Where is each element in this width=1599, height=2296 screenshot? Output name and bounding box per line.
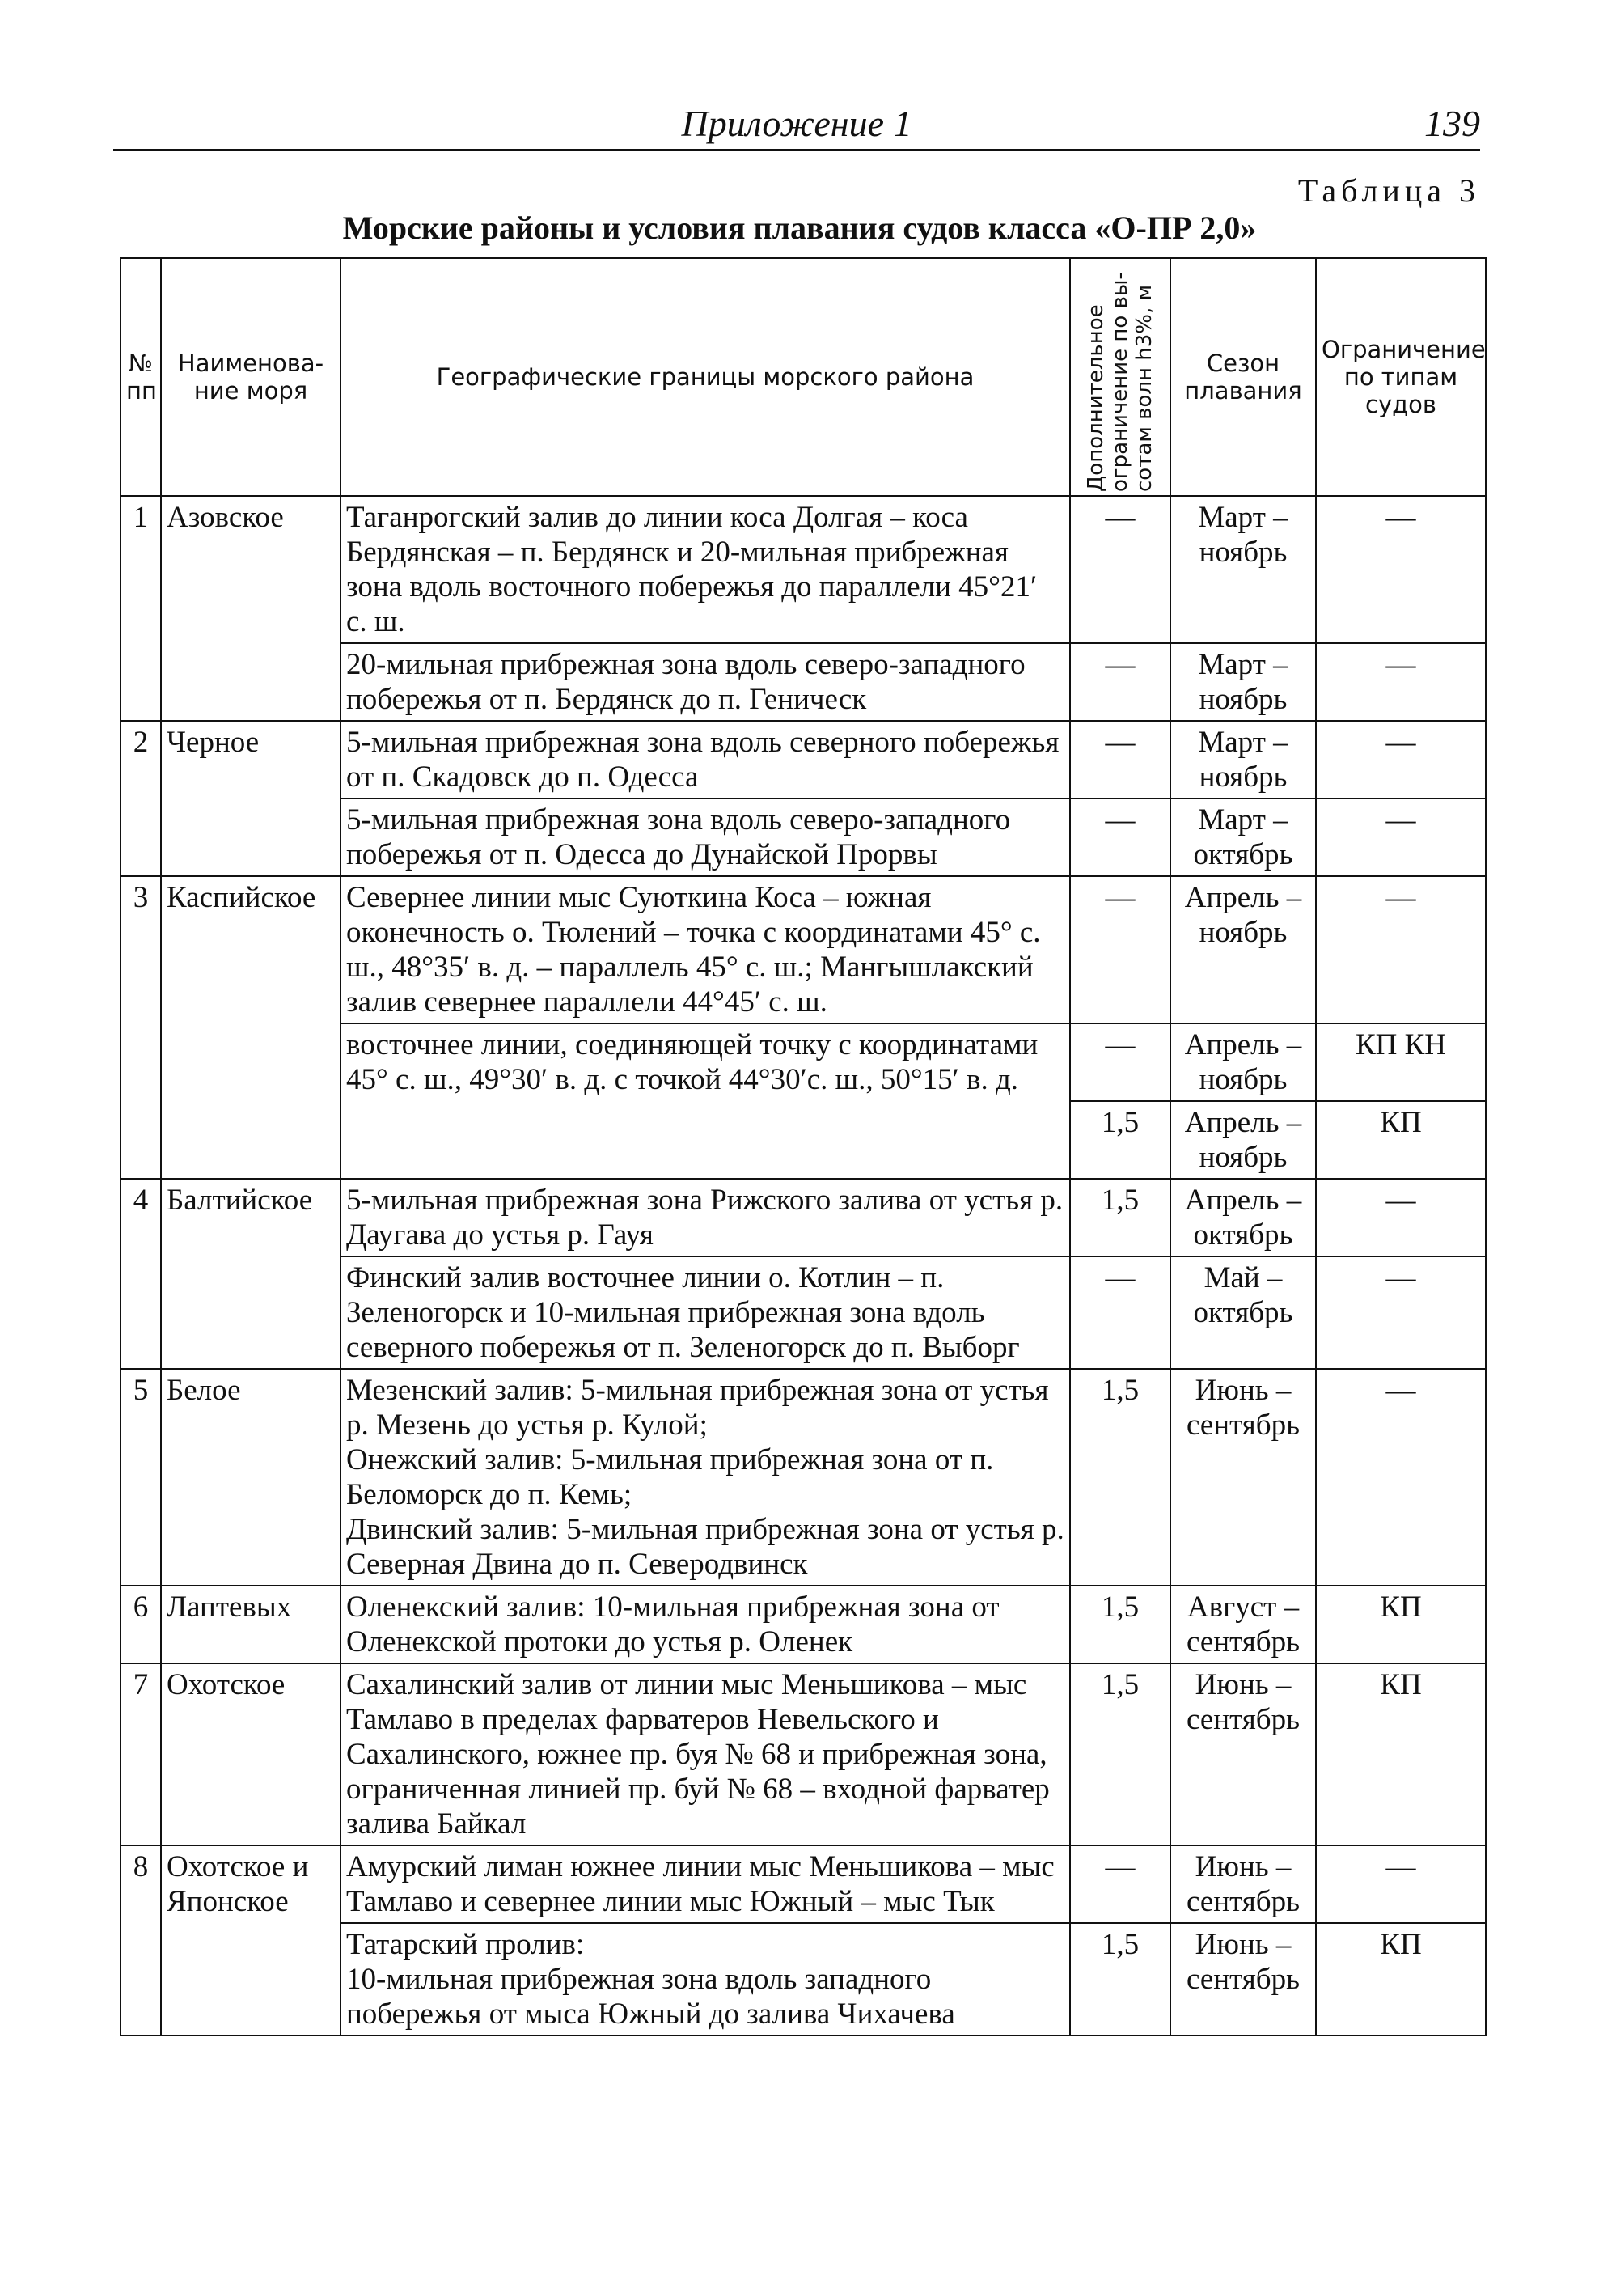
area-text: Оленекский залив: 10-мильная прибрежная зона от Оленекской протоки до устья р. Оленек: [341, 1586, 1070, 1663]
row-num: 7: [121, 1663, 161, 1845]
season: Июнь – сентябрь: [1170, 1923, 1316, 2035]
wave-limit: —: [1070, 1023, 1170, 1101]
season: Июнь – сентябрь: [1170, 1845, 1316, 1923]
season: Март – октябрь: [1170, 799, 1316, 876]
area-text: Севернее линии мыс Суюткина Коса – южная оконечность о. Тюлений – точка с координатами 45° с. ш., 48°35′ в. д. – параллель 45° с. ш.; Мангышлакский залив севернее параллели 44°45′ с. ш.: [341, 876, 1070, 1023]
area-text: Амурский лиман южнее линии мыс Меньшикова – мыс Тамлаво и севернее линии мыс Южный – мыс Тык: [341, 1845, 1070, 1923]
table-label: Таблица 3: [1297, 172, 1480, 209]
restriction: —: [1316, 1256, 1486, 1369]
wave-limit: —: [1070, 799, 1170, 876]
table-row: [121, 1845, 1486, 1923]
area-cell: [341, 1369, 1070, 1586]
area-text: Финский залив восточнее линии о. Котлин – п. Зеленогорск и 10-мильная прибрежная зона вдоль северного побережья от п. Зеленогорск до п. Выборг: [341, 1256, 1070, 1369]
row-num: 4: [121, 1179, 161, 1369]
header-num: № пп: [121, 258, 161, 496]
season: Апрель – ноябрь: [1170, 876, 1316, 1023]
wave-limit: 1,5: [1070, 1179, 1170, 1256]
area-text: Таганрогский залив до линии коса Долгая – коса Бердянская – п. Бердянск и 20-мильная прибрежная зона вдоль восточного побережья до параллели 45°21′ с. ш.: [341, 496, 1070, 643]
sea-name: Белое: [161, 1369, 341, 1586]
wave-limit: —: [1070, 1256, 1170, 1369]
restriction: КП: [1316, 1923, 1486, 2035]
area-text-3: Двинский залив: 5-мильная прибрежная зона от устья р. Северная Двина до п. Северодвинск: [346, 1513, 1064, 1581]
area-text: 5-мильная прибрежная зона вдоль северного побережья от п. Скадовск до п. Одесса: [341, 721, 1070, 799]
header-wave-text: Дополнительное ограничение по вы-сотам волн h3%, м: [1084, 272, 1157, 492]
sea-name: Охотское и Японское: [161, 1845, 341, 2035]
area-text: 5-мильная прибрежная зона Рижского залива от устья р. Даугава до устья р. Гауя: [341, 1179, 1070, 1256]
season: Март – ноябрь: [1170, 496, 1316, 643]
sea-name: Балтийское: [161, 1179, 341, 1369]
wave-limit: —: [1070, 721, 1170, 799]
table-row: [121, 1586, 1486, 1663]
season: Май – октябрь: [1170, 1256, 1316, 1369]
area-text: 5-мильная прибрежная зона вдоль северо-западного побережья от п. Одесса до Дунайской Прорвы: [341, 799, 1070, 876]
table-row: [121, 1179, 1486, 1256]
season: Апрель – октябрь: [1170, 1179, 1316, 1256]
restriction: КП КН: [1316, 1023, 1486, 1101]
wave-limit: —: [1070, 643, 1170, 721]
restriction: —: [1316, 496, 1486, 643]
wave-limit: 1,5: [1070, 1663, 1170, 1845]
season: Июнь – сентябрь: [1170, 1369, 1316, 1586]
wave-limit: —: [1070, 876, 1170, 1023]
sea-name: Черное: [161, 721, 341, 876]
page-number: 139: [1424, 103, 1480, 144]
wave-limit: 1,5: [1070, 1923, 1170, 2035]
restriction: КП: [1316, 1101, 1486, 1179]
season: Август – сентябрь: [1170, 1586, 1316, 1663]
header-wave: [1070, 258, 1170, 496]
sea-name: Охотское: [161, 1663, 341, 1845]
table-row: [121, 1663, 1486, 1845]
table-row: [121, 721, 1486, 799]
area-text-2: Онежский залив: 5-мильная прибрежная зона от п. Беломорск до п. Кемь;: [346, 1443, 994, 1511]
wave-limit: —: [1070, 1845, 1170, 1923]
area-text: восточнее линии, соединяющей точку с координатами 45° с. ш., 49°30′ в. д. с точкой 44°30′с. ш., 50°15′ в. д.: [341, 1023, 1070, 1179]
wave-limit: 1,5: [1070, 1369, 1170, 1586]
restriction: —: [1316, 876, 1486, 1023]
season: Апрель – ноябрь: [1170, 1023, 1316, 1101]
season: Апрель – ноябрь: [1170, 1101, 1316, 1179]
restriction: —: [1316, 1179, 1486, 1256]
restriction: КП: [1316, 1586, 1486, 1663]
sea-name: Каспийское: [161, 876, 341, 1179]
table-row: [121, 1369, 1486, 1586]
area-text: Мезенский залив: 5-мильная прибрежная зона от устья р. Мезень до устья р. Кулой;: [346, 1374, 1049, 1442]
restriction: —: [1316, 643, 1486, 721]
wave-limit: 1,5: [1070, 1101, 1170, 1179]
area-cell: [341, 1923, 1070, 2035]
wave-limit: 1,5: [1070, 1586, 1170, 1663]
page-header: [113, 104, 1480, 151]
area-text: Татарский пролив:: [346, 1928, 585, 1961]
restriction: —: [1316, 799, 1486, 876]
table-title: Морские районы и условия плавания судов класса «О-ПР 2,0»: [342, 210, 1257, 246]
row-num: 3: [121, 876, 161, 1179]
header-season: Сезон плавания: [1170, 258, 1316, 496]
running-title: Приложение 1: [681, 103, 912, 144]
sea-name: Лаптевых: [161, 1586, 341, 1663]
row-num: 5: [121, 1369, 161, 1586]
header-restrict: Ограничение по типам судов: [1316, 258, 1486, 496]
season: Март – ноябрь: [1170, 643, 1316, 721]
season: Март – ноябрь: [1170, 721, 1316, 799]
area-text: Сахалинский залив от линии мыс Меньшикова – мыс Тамлаво в пределах фарватеров Невельского и Сахалинского, южнее пр. буя № 68 и прибрежная зона, ограниченная линией пр. буй № 68 – входной фарватер залива Байкал: [341, 1663, 1070, 1845]
area-text-2: 10-мильная прибрежная зона вдоль западного побережья от мыса Южный до залива Чихачева: [346, 1963, 955, 2031]
row-num: 2: [121, 721, 161, 876]
sea-areas-table: [120, 257, 1487, 2036]
restriction: —: [1316, 1369, 1486, 1586]
restriction: —: [1316, 721, 1486, 799]
wave-limit: —: [1070, 496, 1170, 643]
row-num: 1: [121, 496, 161, 721]
restriction: КП: [1316, 1663, 1486, 1845]
header-sea: Наименова-ние моря: [161, 258, 341, 496]
table-header-row: [121, 258, 1486, 496]
row-num: 6: [121, 1586, 161, 1663]
table-row: [121, 876, 1486, 1023]
row-num: 8: [121, 1845, 161, 2035]
table-row: [121, 496, 1486, 643]
header-bounds: Географические границы морского района: [341, 258, 1070, 496]
season: Июнь – сентябрь: [1170, 1663, 1316, 1845]
area-text: 20-мильная прибрежная зона вдоль северо-западного побережья от п. Бердянск до п. Геническ: [341, 643, 1070, 721]
restriction: —: [1316, 1845, 1486, 1923]
sea-name: Азовское: [161, 496, 341, 721]
